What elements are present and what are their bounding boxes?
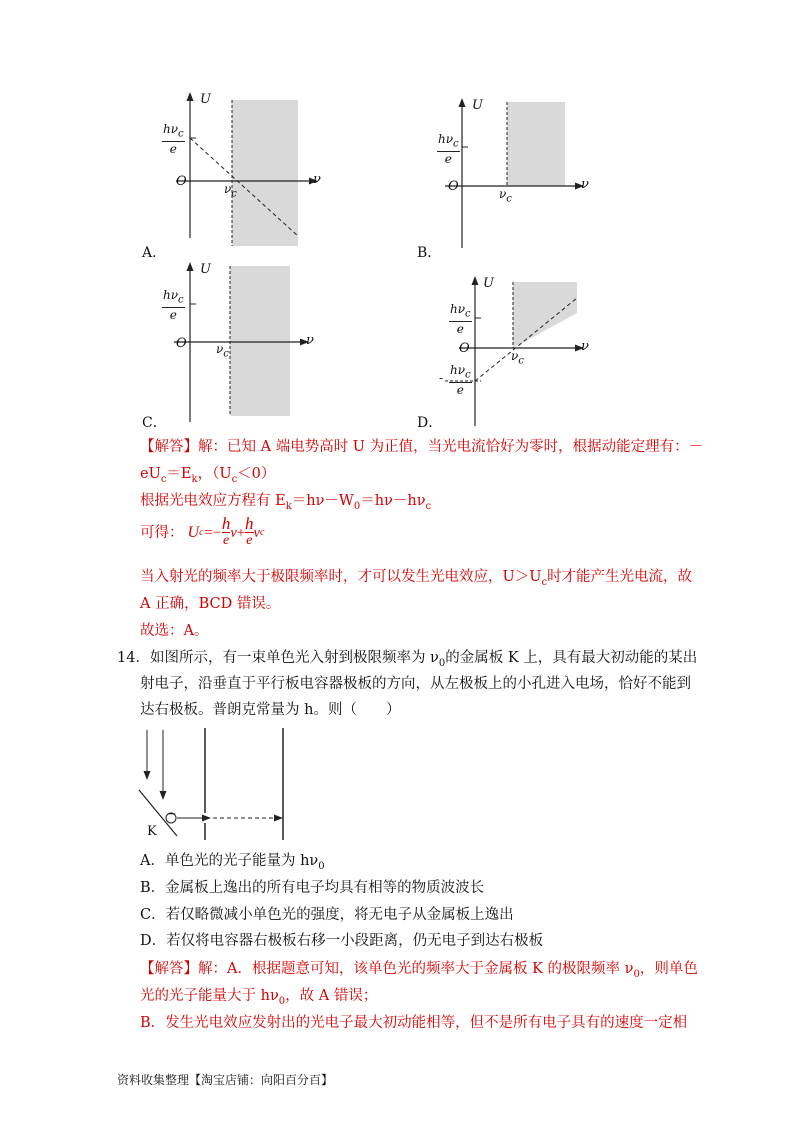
vc-label: $\nu_c$ bbox=[216, 342, 229, 360]
option-c-label: C． bbox=[142, 415, 167, 431]
question14-option-b[interactable]: B．金属板上逸出的所有电子均具有相等的物质波波长 bbox=[140, 880, 485, 896]
graph-a bbox=[140, 88, 320, 248]
answer13-line6: A 正确，BCD 错误。 bbox=[140, 596, 281, 612]
option-b-label: B． bbox=[417, 245, 442, 261]
origin-label: O bbox=[176, 174, 187, 189]
origin-label: O bbox=[176, 336, 187, 351]
answer-tag: 【解答】 bbox=[140, 439, 198, 455]
answer13-line3: 根据光电效应方程有 $E_k=h\nu-W_0=h\nu-h\nu_c$ bbox=[140, 493, 432, 512]
vc-label: $\nu_c$ bbox=[224, 182, 237, 200]
origin-label: O bbox=[448, 179, 459, 194]
answer-tag: 【解答】 bbox=[140, 961, 198, 977]
answer13-line1: 【解答】解：已知 A 端电势高时 U 为正值，当光电流恰好为零时，根据动能定理有：－ bbox=[140, 439, 704, 455]
plate-k-label: K bbox=[147, 824, 157, 839]
v-axis-label: ν bbox=[313, 172, 321, 187]
vc-label: $\nu_c$ bbox=[499, 187, 512, 205]
electron-sign: − bbox=[168, 809, 177, 820]
answer13-line7: 故选：A。 bbox=[140, 623, 209, 639]
answer14-line3: B．发生光电效应发射出的光电子最大初动能相等，但不是所有电子具有的速度一定相 bbox=[140, 1015, 688, 1031]
u-axis-label: U bbox=[200, 92, 211, 107]
hvc-over-e-label: $h\nu_c$ e bbox=[163, 122, 184, 157]
hvc-over-e-label: $h\nu_c$ e bbox=[450, 302, 471, 337]
answer14-line2: 光的光子能量大于 $h\nu_0$，故 A 错误； bbox=[140, 988, 378, 1007]
question14-option-d[interactable]: D．若仅将电容器右极板右移一小段距离，仍无电子到达右极板 bbox=[140, 933, 544, 949]
hvc-over-e-label: $h\nu_c$ e bbox=[438, 132, 459, 167]
question14-option-a[interactable]: A．单色光的光子能量为 $h\nu_0$ bbox=[140, 853, 325, 872]
u-axis-label: U bbox=[483, 276, 494, 291]
option-a-label: A． bbox=[142, 245, 167, 261]
graph-c bbox=[140, 256, 320, 422]
answer13-line5: 当入射光的频率大于极限频率时，才可以发生光电效应，$U>U_c$时才能产生光电流，故 bbox=[140, 569, 693, 588]
page-footer: 资料收集整理【淘宝店铺：向阳百分百】 bbox=[117, 1073, 334, 1087]
hvc-over-e-label: $h\nu_c$ e bbox=[163, 288, 184, 323]
negative-sign: - bbox=[439, 371, 444, 385]
v-axis-label: ν bbox=[581, 339, 589, 354]
question14-line1: 14．如图所示，有一束单色光入射到极限频率为 $\nu_0$的金属板 K 上，具有最大初动能的某出 bbox=[117, 650, 698, 669]
capacitor-figure bbox=[135, 728, 295, 843]
graph-d bbox=[415, 270, 595, 426]
answer13-formula: 可得： U c =− $\frac{h}{e}$ ν + $\frac{h}{e}$ ν c bbox=[140, 514, 265, 548]
origin-label: O bbox=[459, 341, 470, 356]
question14-option-c[interactable]: C．若仅略微减小单色光的强度，将无电子从金属板上逸出 bbox=[140, 907, 514, 923]
v-axis-label: ν bbox=[581, 177, 589, 192]
question14-line2: 射电子，沿垂直于平行板电容器极板的方向，从左极板上的小孔进入电场，恰好不能到 bbox=[140, 676, 691, 692]
v-axis-label: ν bbox=[306, 333, 314, 348]
u-axis-label: U bbox=[472, 98, 483, 113]
u-axis-label: U bbox=[200, 262, 211, 277]
neg-hvc-over-e-label: $h\nu_c$ e bbox=[450, 363, 471, 398]
shaded-region bbox=[232, 100, 298, 246]
vc-label: $\nu_c$ bbox=[511, 349, 524, 367]
answer13-line2: $eU_c=E_k$，$(U_c<0)$ bbox=[140, 466, 276, 485]
question14-line3: 达右极板。普朗克常量为 h。则（ ） bbox=[140, 702, 401, 718]
graph-b bbox=[415, 92, 595, 252]
answer14-line1: 【解答】解：A．根据题意可知，该单色光的频率大于金属板 K 的极限频率 $\nu_0$，则单色 bbox=[140, 961, 698, 980]
option-d-label: D． bbox=[417, 415, 443, 431]
